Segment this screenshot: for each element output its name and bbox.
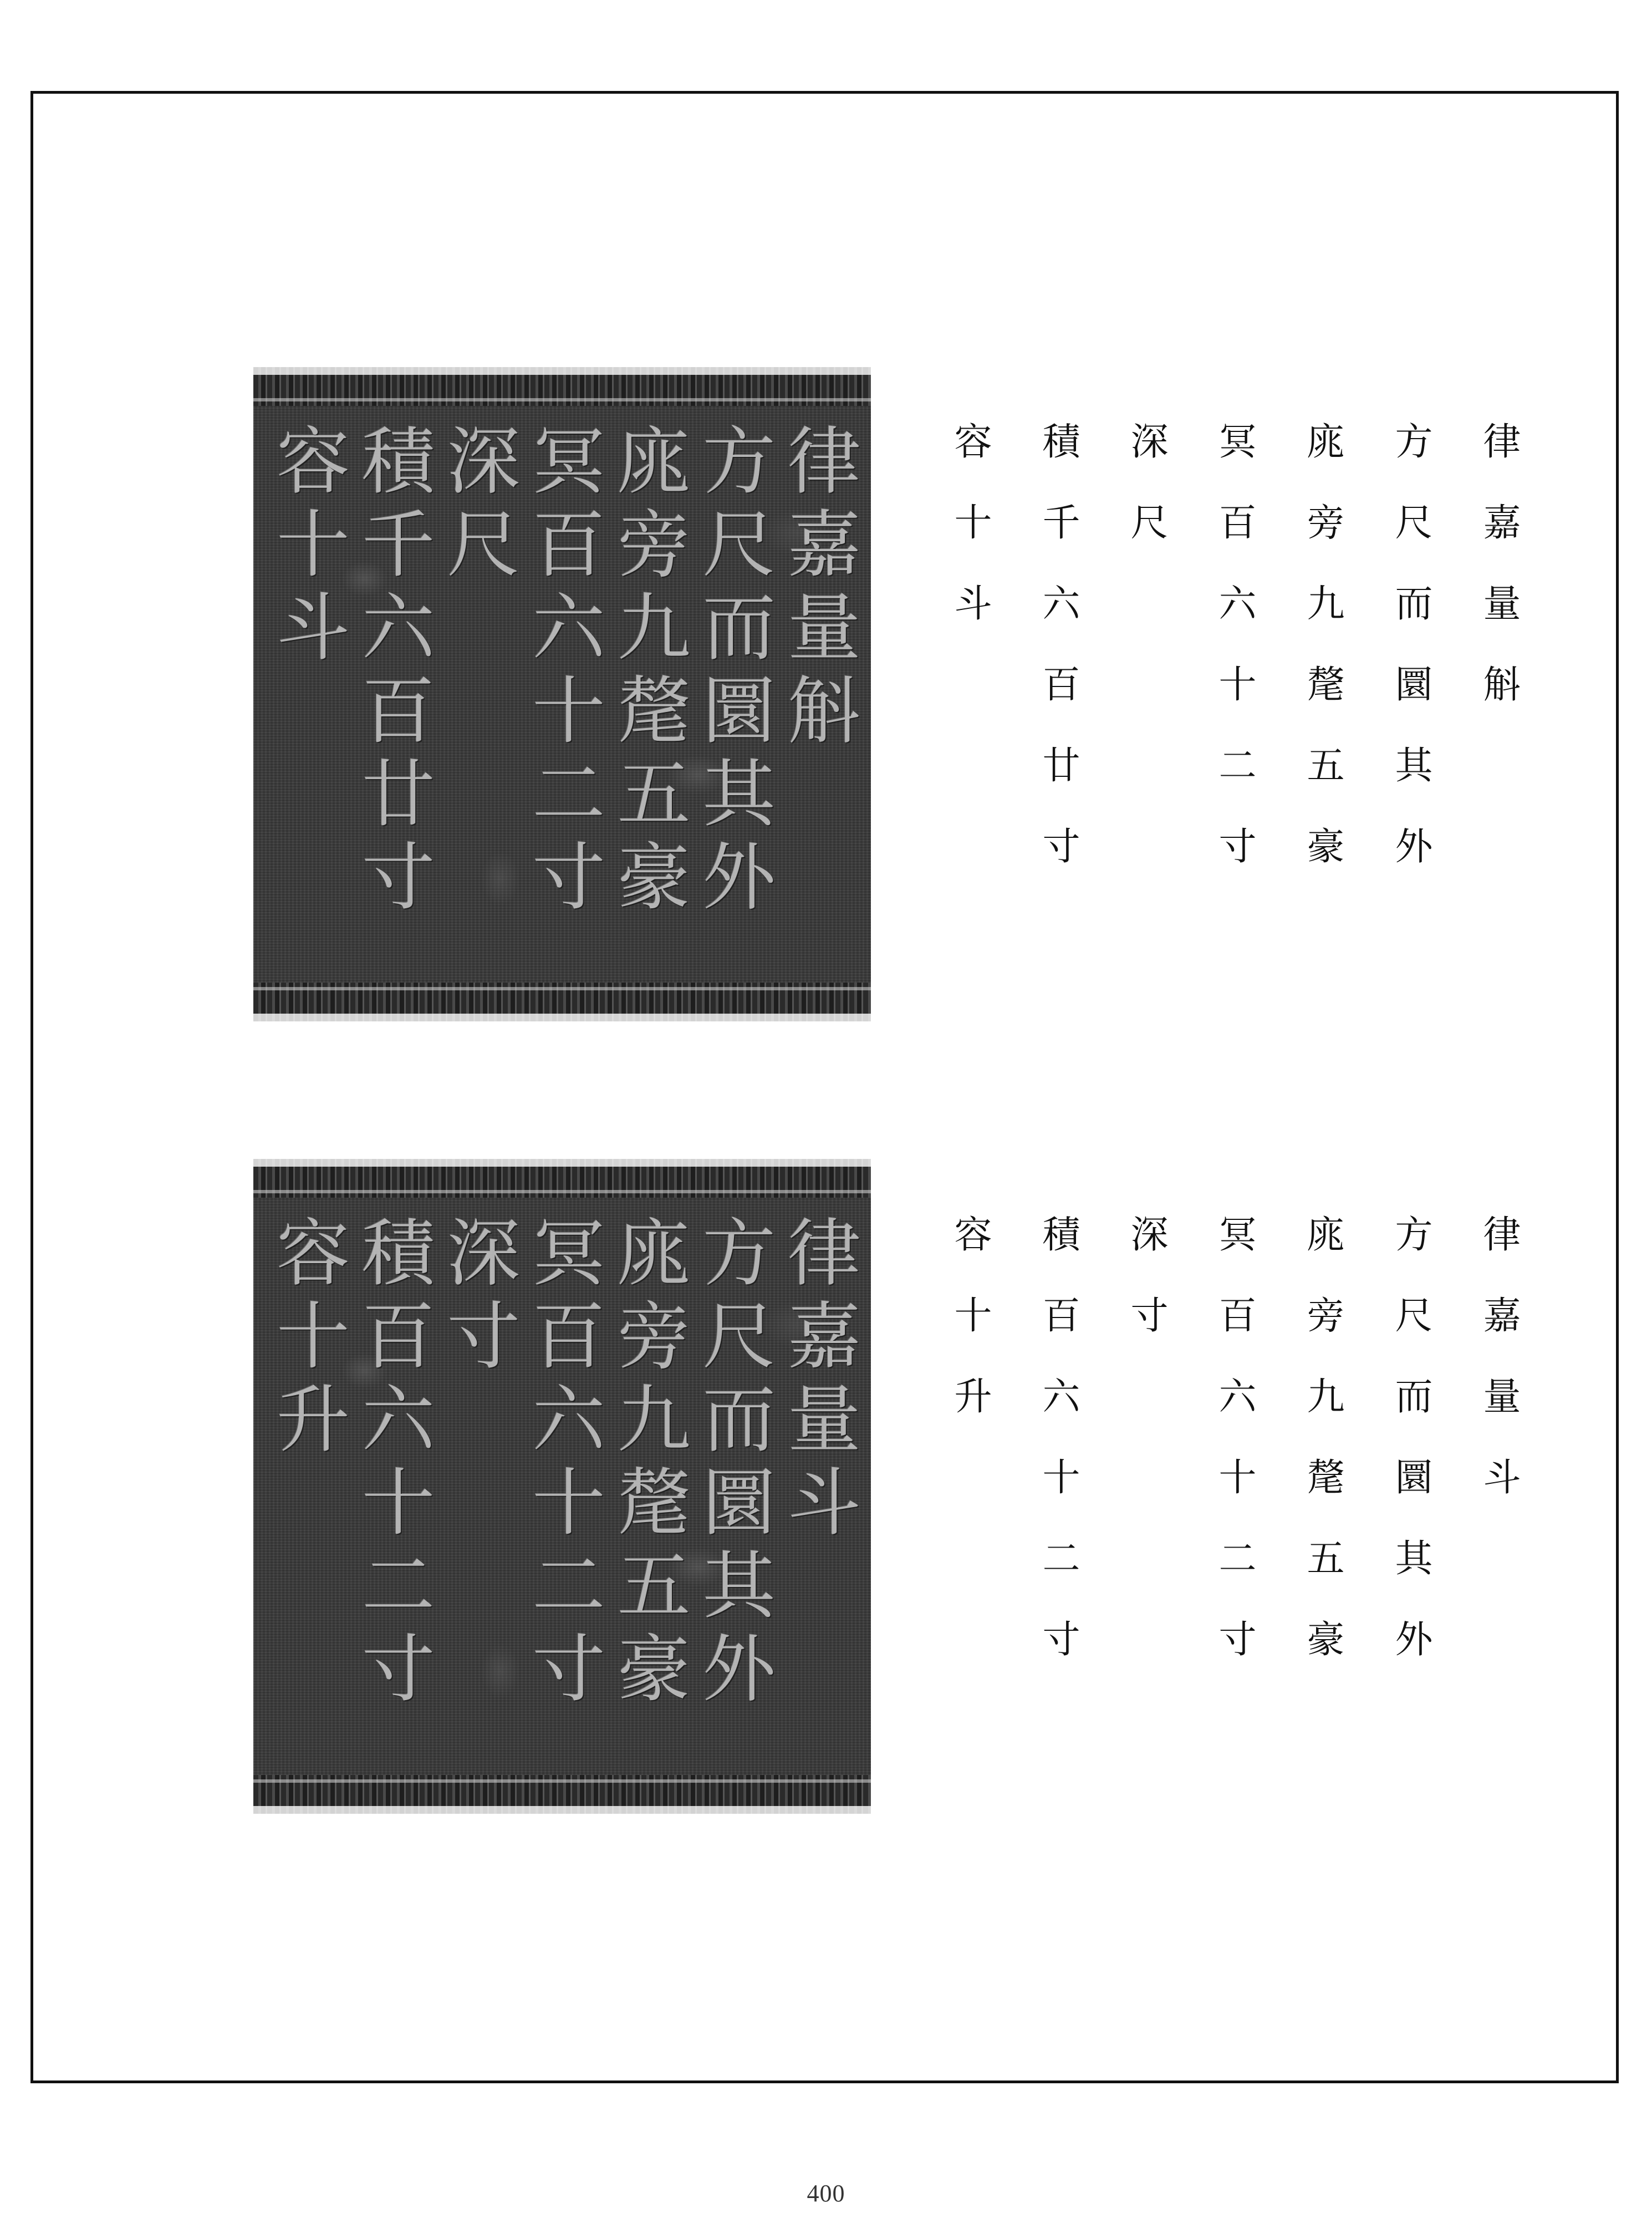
- transcription-column: 冥百六十二寸: [1212, 421, 1256, 907]
- inscription-column: 庣旁九氂五豪: [604, 1214, 690, 1713]
- rubbing-top-border: [253, 367, 871, 406]
- inscription-column: 冥百六十二寸: [519, 423, 605, 922]
- inscription-column: 積百六十二寸: [349, 1214, 435, 1713]
- inscription-column: 庣旁九氂五豪: [604, 423, 690, 922]
- transcription-column: 深尺: [1124, 421, 1168, 583]
- rubbing-top-border: [253, 1159, 871, 1198]
- inscription-column: 方尺而圜其外: [690, 423, 776, 922]
- inscription-column: 深尺: [434, 423, 520, 589]
- transcription-column: 律嘉量斗: [1477, 1214, 1521, 1538]
- transcription-column: 容十斗: [948, 421, 992, 664]
- rubbing-image-dou: [253, 1159, 871, 1814]
- transcription-column: 深寸: [1124, 1214, 1168, 1376]
- transcription-hu: [945, 421, 1521, 907]
- rubbing-bottom-border: [253, 1775, 871, 1814]
- transcription-column: 容十升: [948, 1214, 992, 1457]
- rubbing-inscription: [264, 1198, 860, 1775]
- transcription-column: 律嘉量斛: [1477, 421, 1521, 745]
- transcription-column: 庣旁九氂五豪: [1301, 421, 1344, 907]
- transcription-dou: [945, 1214, 1521, 1700]
- rubbing-bottom-border: [253, 983, 871, 1021]
- inscription-column: 容十升: [264, 1214, 349, 1464]
- transcription-column: 庣旁九氂五豪: [1301, 1214, 1344, 1700]
- transcription-column: 方尺而圜其外: [1389, 1214, 1432, 1700]
- inscription-column: 律嘉量斛: [774, 423, 860, 755]
- inscription-column: 律嘉量斗: [774, 1214, 860, 1547]
- inscription-column: 積千六百廿寸: [349, 423, 435, 922]
- transcription-column: 積百六十二寸: [1036, 1214, 1080, 1700]
- transcription-column: 方尺而圜其外: [1389, 421, 1432, 907]
- inscription-column: 冥百六十二寸: [519, 1214, 605, 1713]
- page-number: 400: [807, 2180, 845, 2207]
- rubbing-inscription: [264, 406, 860, 983]
- transcription-column: 積千六百廿寸: [1036, 421, 1080, 907]
- transcription-column: 冥百六十二寸: [1212, 1214, 1256, 1700]
- rubbing-image-hu: [253, 367, 871, 1021]
- inscription-column: 方尺而圜其外: [690, 1214, 776, 1713]
- inscription-column: 容十斗: [264, 423, 349, 672]
- inscription-column: 深寸: [434, 1214, 520, 1381]
